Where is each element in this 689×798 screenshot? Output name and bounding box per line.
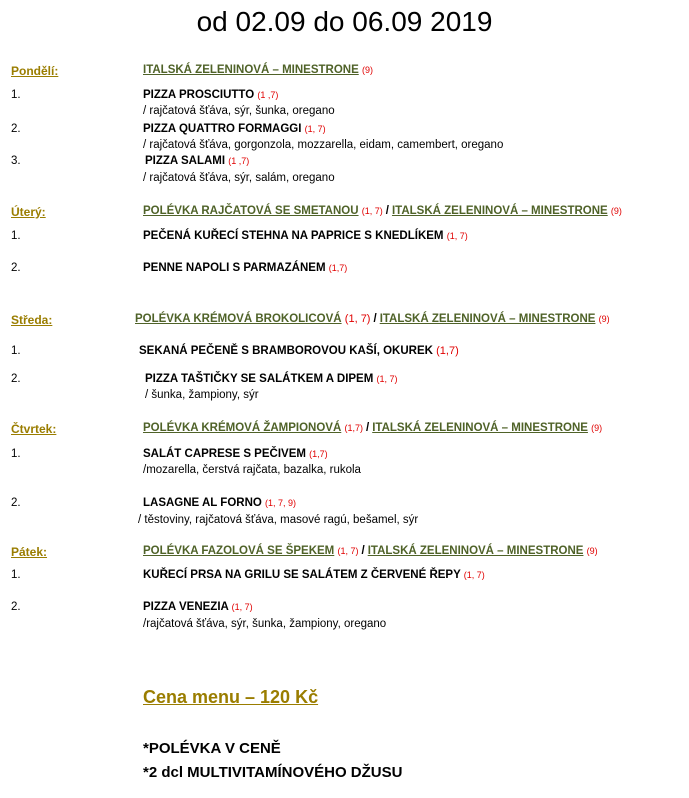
dish-name: SALÁT CAPRESE S PEČIVEM (1,7)	[143, 448, 328, 460]
day-label-friday: Pátek:	[11, 545, 48, 559]
allergens: (1, 7, 9)	[265, 498, 297, 508]
dish-name: KUŘECÍ PRSA NA GRILU SE SALÁTEM Z ČERVENÉ ŘEPY (1, 7)	[143, 569, 485, 581]
soup-1: POLÉVKA RAJČATOVÁ SE SMETANOU	[143, 205, 359, 217]
allergens: (1, 7)	[304, 124, 326, 134]
allergens: (1, 7)	[344, 313, 371, 325]
dish-name: SEKANÁ PEČENĚ S BRAMBOROVOU KAŠÍ, OKUREK (1,7)	[139, 345, 459, 357]
item-number: 1.	[11, 569, 21, 581]
soup-2: ITALSKÁ ZELENINOVÁ – MINESTRONE	[367, 545, 584, 557]
allergens: (1, 7)	[446, 231, 468, 241]
allergens: (9)	[598, 314, 610, 324]
dish-name: PEČENÁ KUŘECÍ STEHNA NA PAPRICE S KNEDLÍKEM (1, 7)	[143, 230, 468, 242]
day-label-wednesday: Středa:	[11, 313, 53, 327]
soup-1: POLÉVKA KRÉMOVÁ BROKOLICOVÁ	[135, 313, 342, 325]
note-juice: *2 dcl MULTIVITAMÍNOVÉHO DŽUSU	[143, 764, 403, 781]
allergens: (1 ,7)	[257, 90, 279, 100]
dish-ingredients: / rajčatová šťáva, gorgonzola, mozzarella, eidam, camembert, oregano	[143, 139, 504, 151]
allergens: (1,7)	[328, 263, 348, 273]
item-number: 2.	[11, 123, 21, 135]
item-number: 1.	[11, 448, 21, 460]
dish-name: PIZZA QUATTRO FORMAGGI (1, 7)	[143, 123, 326, 135]
day-label-tuesday: Úterý:	[11, 205, 46, 219]
menu-price: Cena menu – 120 Kč	[143, 687, 319, 707]
dish-ingredients: / rajčatová šťáva, sýr, salám, oregano	[143, 172, 335, 184]
allergens: (9)	[591, 423, 603, 433]
item-number: 1.	[11, 89, 21, 101]
dish-name: PIZZA TAŠTIČKY SE SALÁTKEM A DIPEM (1, 7)	[145, 373, 398, 385]
item-number: 2.	[11, 373, 21, 385]
allergens: (9)	[610, 206, 622, 216]
allergens: (1,7)	[309, 449, 328, 459]
dish-ingredients: / těstoviny, rajčatová šťáva, masové ragú, bešamel, sýr	[138, 514, 419, 526]
separator: /	[373, 313, 377, 325]
dish-ingredients: / šunka, žampiony, sýr	[145, 389, 259, 401]
separator: /	[366, 422, 370, 434]
item-number: 1.	[11, 230, 21, 242]
dish-ingredients: /rajčatová šťáva, sýr, šunka, žampiony, oregano	[143, 618, 387, 630]
soup-2: ITALSKÁ ZELENINOVÁ – MINESTRONE	[391, 205, 608, 217]
dish-name: PENNE NAPOLI S PARMAZÁNEM (1,7)	[143, 262, 348, 274]
item-number: 2.	[11, 497, 21, 509]
item-number: 2.	[11, 262, 21, 274]
separator: /	[385, 205, 389, 217]
soup-line-friday	[143, 546, 598, 558]
dish-name: PIZZA SALAMI (1 ,7)	[145, 155, 250, 167]
allergens: (1, 7)	[376, 374, 398, 384]
allergens: (1, 7)	[463, 570, 485, 580]
dish-name: PIZZA PROSCIUTTO (1 ,7)	[143, 89, 279, 101]
day-label-monday: Pondělí:	[11, 64, 59, 78]
allergens: (9)	[586, 546, 598, 556]
separator: /	[361, 545, 365, 557]
soup-1: POLÉVKA KRÉMOVÁ ŽAMPIONOVÁ	[143, 422, 342, 434]
soup-line-thursday	[143, 423, 602, 435]
soup-line-tuesday	[143, 206, 622, 218]
dish-ingredients: /mozarella, čerstvá rajčata, bazalka, rukola	[143, 464, 361, 476]
item-number: 2.	[11, 601, 21, 613]
dish-name: PIZZA VENEZIA (1, 7)	[143, 601, 253, 613]
allergens: (1, 7)	[337, 546, 359, 556]
allergens: (1,7)	[344, 423, 363, 433]
dish-name: LASAGNE AL FORNO (1, 7, 9)	[143, 497, 297, 509]
soup-2: ITALSKÁ ZELENINOVÁ – MINESTRONE	[372, 422, 588, 434]
allergens: (1, 7)	[231, 602, 253, 612]
soup-2: ITALSKÁ ZELENINOVÁ – MINESTRONE	[379, 313, 596, 325]
allergens: (1 ,7)	[228, 156, 250, 166]
soup-1: ITALSKÁ ZELENINOVÁ – MINESTRONE	[143, 64, 359, 76]
soup-line-wednesday	[135, 314, 610, 326]
day-label-thursday: Čtvrtek:	[11, 422, 57, 436]
allergens: (1,7)	[436, 345, 459, 357]
item-number: 1.	[11, 345, 21, 357]
allergens: (1, 7)	[361, 206, 383, 216]
dish-ingredients: / rajčatová šťáva, sýr, šunka, oregano	[143, 105, 335, 117]
menu-title: od 02.09 do 06.09 2019	[196, 6, 493, 37]
item-number: 3.	[11, 155, 21, 167]
soup-1: POLÉVKA FAZOLOVÁ SE ŠPEKEM	[143, 545, 335, 557]
soup-line-monday	[143, 65, 373, 77]
note-soup-included: *POLÉVKA V CENĚ	[143, 740, 281, 757]
allergens: (9)	[361, 65, 373, 75]
